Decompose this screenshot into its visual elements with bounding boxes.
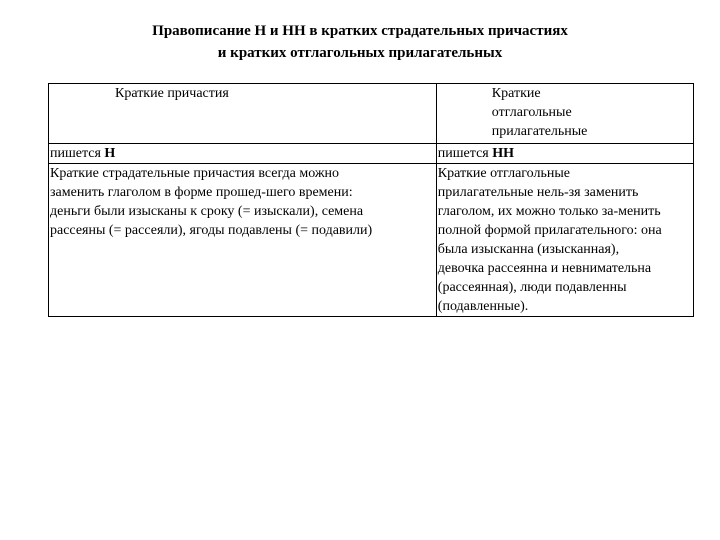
left-rule-letter: Н: [104, 146, 116, 161]
right-line-5: была изысканна (изысканная),: [437, 242, 620, 257]
left-rule-cell: [49, 144, 437, 317]
title-line-2: и кратких отглагольных прилагательных: [217, 45, 503, 61]
right-line-4: полной формой прилагательного: она: [437, 223, 662, 238]
page-title: [0, 20, 720, 64]
left-line-4: рассеяны (= рассеяли), ягоды подавлены (= подавили): [50, 223, 373, 238]
right-line-8: (подавленные).: [437, 299, 529, 314]
header-short-adjectives: Краткие отглагольные прилагательные: [436, 84, 693, 144]
left-line-3: деньги были изысканы к сроку (= изыскали), семена: [50, 204, 364, 219]
left-line-1: Краткие страдательные причастия всегда можно: [50, 166, 340, 181]
rule-row: [49, 144, 694, 317]
right-line-7: (рассеянная), люди подавленны: [437, 280, 627, 295]
right-rule-letter: НН: [492, 146, 514, 161]
header-short-participles: Краткие причастия: [49, 84, 437, 144]
right-line-2: прилагательные нель-зя заменить: [437, 185, 639, 200]
header-row: [49, 84, 694, 144]
comparison-table: [48, 83, 694, 317]
left-rule: пишется Н: [49, 144, 436, 164]
right-line-1: Краткие отглагольные: [437, 166, 570, 181]
left-line-2: заменить глаголом в форме прошед-шего времени:: [50, 185, 353, 200]
right-line-6: девочка рассеянна и невнимательна: [437, 261, 652, 276]
title-line-1: Правописание Н и НН в кратких страдательных причастиях: [152, 23, 568, 39]
right-rule-cell: [436, 144, 693, 317]
right-line-3: глаголом, их можно только за-менить: [437, 204, 661, 219]
right-rule: пишется НН: [437, 144, 693, 164]
